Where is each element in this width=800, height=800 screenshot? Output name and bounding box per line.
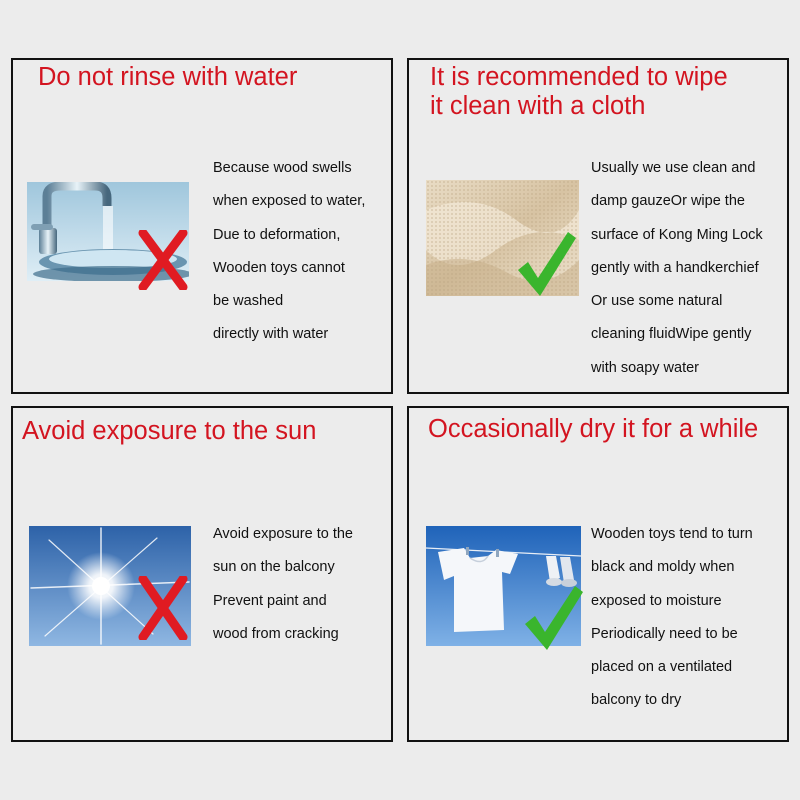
panel-body <box>591 152 787 385</box>
body-line: Due to deformation, <box>213 226 341 243</box>
body-line: sun on the balcony <box>213 559 335 576</box>
body-line: cleaning fluidWipe gently <box>591 326 752 343</box>
body-line: gently with a handkerchief <box>591 259 759 276</box>
green-check-icon <box>514 226 578 298</box>
panel-title: Do not rinse with water <box>38 63 298 91</box>
body-line: Wooden toys cannot <box>213 259 345 276</box>
panel-wipe-cloth <box>407 58 789 394</box>
body-line: when exposed to water, <box>213 193 366 210</box>
panel-no-rinse <box>11 58 393 394</box>
panel-avoid-sun <box>11 406 393 742</box>
body-line: placed on a ventilated <box>591 659 733 676</box>
panel-body <box>591 518 787 718</box>
body-line: damp gauzeOr wipe the <box>591 193 745 210</box>
body-line: black and moldy when <box>591 559 735 576</box>
body-line: surface of Kong Ming Lock <box>591 226 763 243</box>
panel-title: Occasionally dry it for a while <box>428 415 759 443</box>
red-x-icon <box>138 230 188 290</box>
body-line: Avoid exposure to the <box>213 526 353 542</box>
body-line: Or use some natural <box>591 293 723 310</box>
body-line: exposed to moisture <box>591 592 722 609</box>
panel-title: Avoid exposure to the sun <box>22 417 317 445</box>
body-line: Periodically need to be <box>591 625 738 642</box>
body-line: Wooden toys tend to turn <box>591 526 753 542</box>
panel-body <box>213 152 391 352</box>
body-line: wood from cracking <box>213 625 339 642</box>
panel-title: It is recommended to wipe it clean with a cloth <box>430 63 728 120</box>
body-line: be washed <box>213 293 284 310</box>
body-line: balcony to dry <box>591 692 682 709</box>
body-line: Usually we use clean and <box>591 160 756 176</box>
body-line: with soapy water <box>591 359 699 376</box>
red-x-icon <box>138 576 188 640</box>
panel-dry <box>407 406 789 742</box>
body-line: directly with water <box>213 326 329 343</box>
body-line: Because wood swells <box>213 160 352 176</box>
panel-body <box>213 518 391 651</box>
green-check-icon <box>521 580 585 652</box>
body-line: Prevent paint and <box>213 592 327 609</box>
